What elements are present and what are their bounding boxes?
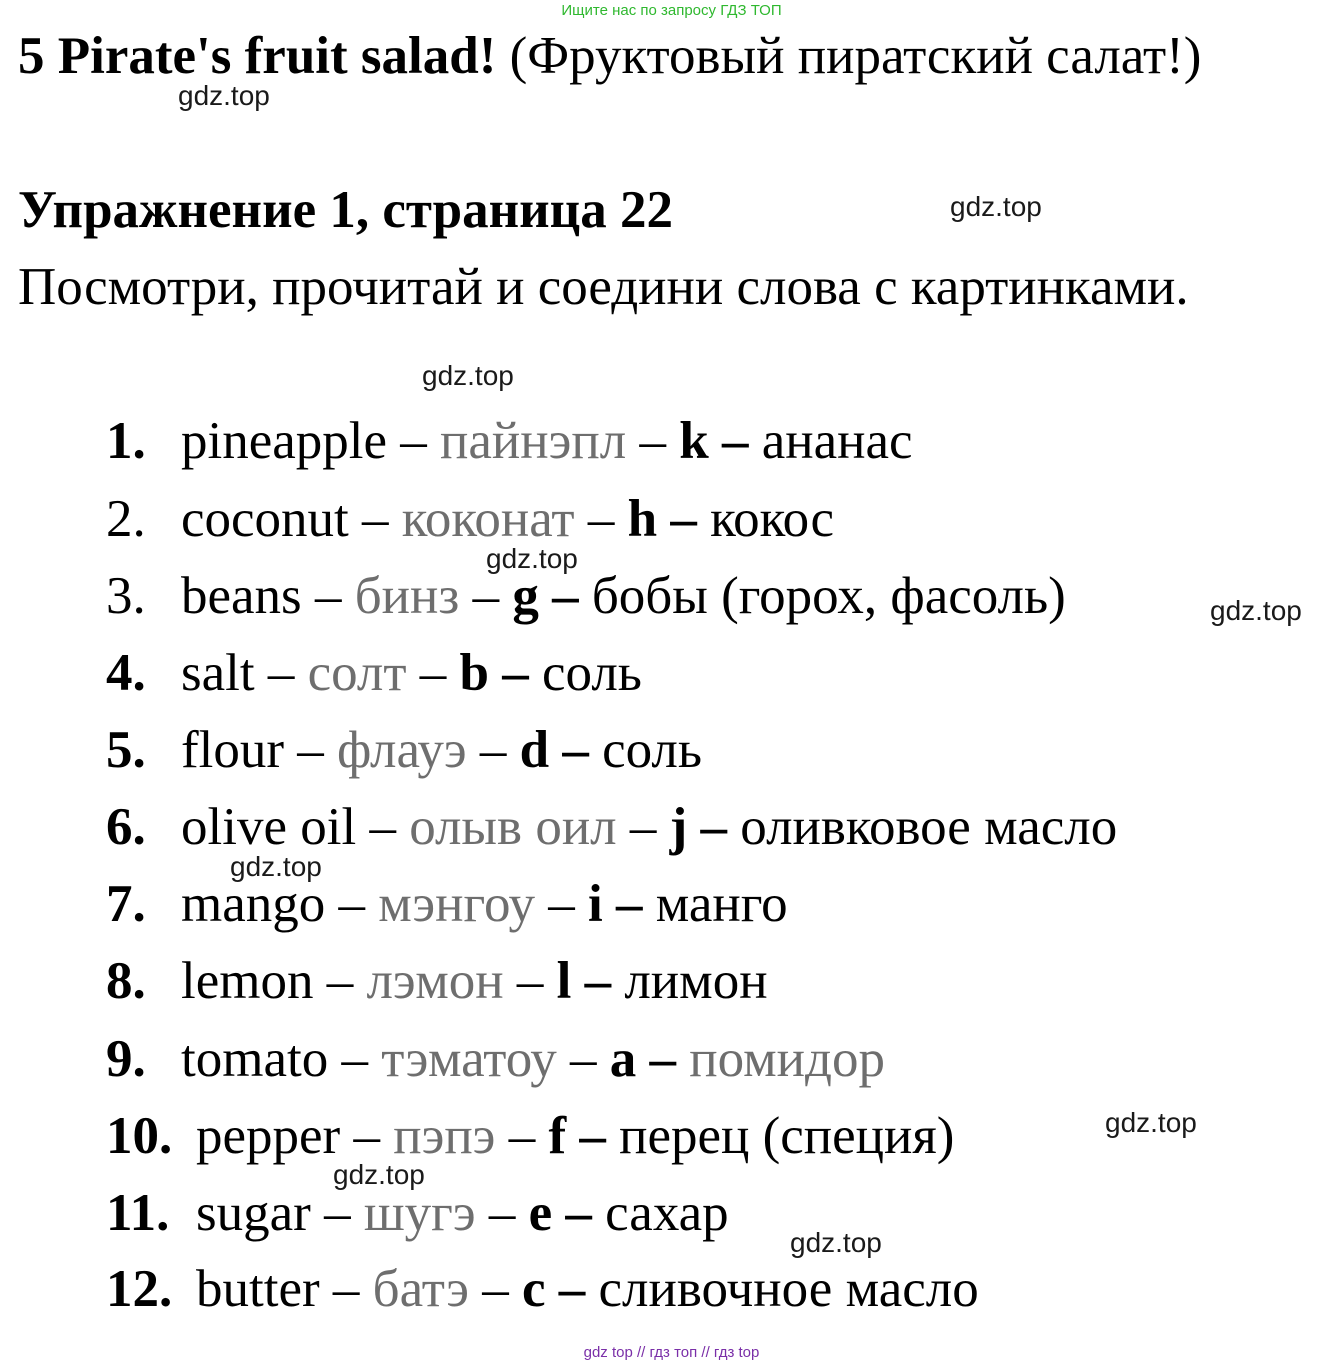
instruction-text: Посмотри, прочитай и соедини слова с картинками. xyxy=(18,258,1189,316)
separator: – xyxy=(482,1260,509,1318)
list-item xyxy=(106,489,834,549)
item-letter: k xyxy=(679,412,709,470)
list-item xyxy=(106,411,913,471)
item-number: 2. xyxy=(106,490,146,548)
item-transcription: тэматоу xyxy=(381,1030,557,1088)
item-number: 12. xyxy=(106,1260,173,1318)
item-translation: помидор xyxy=(689,1030,885,1088)
separator: – xyxy=(584,952,612,1010)
item-letter: e xyxy=(528,1184,553,1242)
separator: – xyxy=(324,1184,351,1242)
item-letter: a xyxy=(609,1030,637,1088)
item-translation: ананас xyxy=(761,412,913,470)
separator: – xyxy=(362,490,389,548)
item-word: butter xyxy=(196,1260,320,1318)
item-transcription: солт xyxy=(307,644,407,702)
separator: – xyxy=(570,1030,597,1088)
item-translation: лимон xyxy=(624,952,768,1010)
separator: – xyxy=(326,952,354,1010)
list-item xyxy=(106,720,702,780)
item-translation: перец (специя) xyxy=(619,1107,955,1165)
item-letter: g xyxy=(512,567,539,625)
separator: – xyxy=(552,567,579,625)
list-item xyxy=(106,1106,954,1166)
item-number: 7. xyxy=(106,875,146,933)
item-word: mango xyxy=(181,875,326,933)
separator: – xyxy=(670,490,697,548)
item-word: sugar xyxy=(196,1184,311,1242)
separator: – xyxy=(615,875,643,933)
item-letter: f xyxy=(548,1107,567,1165)
item-translation: сахар xyxy=(605,1184,729,1242)
watermark: gdz.top xyxy=(1105,1107,1197,1138)
top-banner: Ищите нас по запросу ГДЗ ТОП xyxy=(561,2,782,19)
item-word: pepper xyxy=(196,1107,341,1165)
watermark: gdz.top xyxy=(486,543,578,574)
item-number: 5. xyxy=(106,721,146,779)
item-letter: d xyxy=(519,721,550,779)
separator: – xyxy=(314,567,342,625)
separator: – xyxy=(639,412,666,470)
item-letter: j xyxy=(669,798,688,856)
separator: – xyxy=(629,798,657,856)
watermark: gdz.top xyxy=(1210,595,1302,626)
item-transcription: коконат xyxy=(401,490,575,548)
separator: – xyxy=(587,490,615,548)
list-item xyxy=(106,643,642,703)
item-number: 6. xyxy=(106,798,146,856)
separator: – xyxy=(565,1184,592,1242)
item-word: salt xyxy=(181,644,255,702)
item-transcription: мэнгоу xyxy=(378,875,535,933)
item-transcription: шугэ xyxy=(363,1184,476,1242)
separator: – xyxy=(548,875,575,933)
watermark: gdz.top xyxy=(230,851,322,882)
watermark: gdz.top xyxy=(790,1227,882,1258)
item-translation: манго xyxy=(655,875,788,933)
footer-watermark: gdz top // гдз топ // гдз top xyxy=(583,1344,760,1361)
item-letter: c xyxy=(521,1260,546,1318)
item-letter: l xyxy=(556,952,572,1010)
item-transcription: батэ xyxy=(372,1260,469,1318)
watermark: gdz.top xyxy=(422,360,514,391)
item-word: beans xyxy=(181,567,302,625)
item-translation: соль xyxy=(602,721,703,779)
item-translation: соль xyxy=(542,644,642,702)
separator: – xyxy=(562,721,589,779)
item-transcription: флауэ xyxy=(337,721,467,779)
watermark: gdz.top xyxy=(178,80,270,111)
watermark: gdz.top xyxy=(333,1159,425,1190)
separator: – xyxy=(579,1107,606,1165)
separator: – xyxy=(516,952,544,1010)
item-word: coconut xyxy=(181,490,349,548)
list-item xyxy=(106,797,1117,857)
separator: – xyxy=(488,1184,516,1242)
separator: – xyxy=(400,412,427,470)
separator: – xyxy=(700,798,728,856)
separator: – xyxy=(508,1107,536,1165)
item-letter: i xyxy=(587,875,603,933)
list-item xyxy=(106,566,1066,626)
separator: – xyxy=(353,1107,380,1165)
separator: – xyxy=(472,567,500,625)
separator: – xyxy=(502,644,529,702)
item-translation: кокос xyxy=(710,490,835,548)
separator: – xyxy=(479,721,507,779)
chapter-title-ru: (Фруктовый пиратский салат!) xyxy=(496,27,1202,85)
item-transcription: олыв оил xyxy=(409,798,617,856)
list-item xyxy=(106,874,788,934)
item-number: 9. xyxy=(106,1030,146,1088)
item-translation: оливковое масло xyxy=(740,798,1118,856)
item-word: pineapple xyxy=(181,412,388,470)
separator: – xyxy=(332,1260,360,1318)
item-translation: бобы (горох, фасоль) xyxy=(591,567,1066,625)
list-item xyxy=(106,1259,979,1319)
separator: – xyxy=(369,798,396,856)
item-number: 8. xyxy=(106,952,146,1010)
item-number: 11. xyxy=(106,1184,170,1242)
item-word: olive oil xyxy=(181,798,357,856)
separator: – xyxy=(338,875,365,933)
item-word: flour xyxy=(181,721,285,779)
item-transcription: лэмон xyxy=(366,952,504,1010)
watermark: gdz.top xyxy=(950,191,1042,222)
item-word: tomato xyxy=(181,1030,329,1088)
item-translation: сливочное масло xyxy=(598,1260,979,1318)
separator: – xyxy=(297,721,324,779)
item-letter: b xyxy=(459,644,490,702)
item-transcription: пайнэпл xyxy=(440,412,627,470)
separator: – xyxy=(267,644,295,702)
item-transcription: пэпэ xyxy=(393,1107,496,1165)
item-number: 10. xyxy=(106,1107,173,1165)
item-number: 1. xyxy=(106,412,146,470)
separator: – xyxy=(419,644,447,702)
chapter-heading xyxy=(18,26,1201,86)
item-transcription: бинз xyxy=(354,567,460,625)
list-item xyxy=(106,1029,885,1089)
item-word: lemon xyxy=(181,952,314,1010)
list-item xyxy=(106,951,768,1011)
separator: – xyxy=(721,412,749,470)
separator: – xyxy=(558,1260,586,1318)
chapter-title-en: 5 Pirate's fruit salad! xyxy=(18,27,497,85)
item-number: 3. xyxy=(106,567,146,625)
exercise-title: Упражнение 1, страница 22 xyxy=(18,181,673,239)
list-item xyxy=(106,1183,729,1243)
separator: – xyxy=(649,1030,676,1088)
item-letter: h xyxy=(627,490,658,548)
separator: – xyxy=(341,1030,368,1088)
item-number: 4. xyxy=(106,644,146,702)
